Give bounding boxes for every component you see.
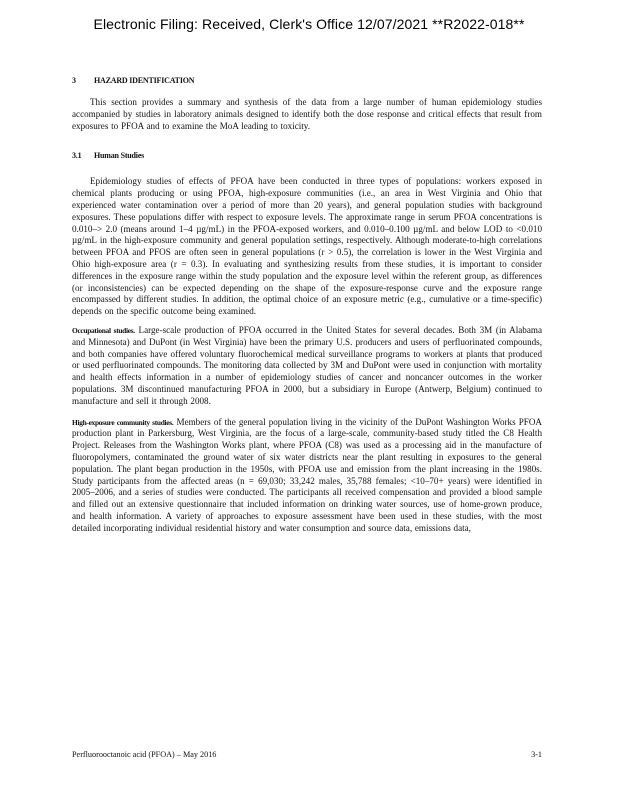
epidemiology-paragraph: Epidemiology studies of effects of PFOA have been conducted in three types of populations: workers exposed in chemical plants producing or using PFOA, high-exposure communities (i.e., an area in West Virginia and Ohio that experienced water contamination over a period of more than 20 years), and general population studies with background exposures. These populations differ with respect to exposure levels. The approximate range in serum PFOA concentrations is 0.010–> 2.0 (means around 1–4 µg/mL) in the PFOA-exposed workers, and 0.010–0.100 µg/mL and below LOD to <0.010 µg/mL in the high-exposure community and general population settings, respectively. Although moderate-to-high correlations between PFOA and PFOS are often seen in general populations (r > 0.5), the correlation is lower in the West Virginia and Ohio high-exposure area (r = 0.3). In evaluating and synthesizing results from these studies, it is important to consider differences in the exposure range within the study population and the exposure level within the referent group, as differences (or inconsistencies) can be expected depending on the shape of the exposure-response curve and the exposure range encompassed by different studies. In addition, the optimal choice of an exposure metric (e.g., cumulative or a time-specific) depends on the specific outcome being examined.	[72, 176, 542, 317]
high-exposure-paragraph	[72, 417, 542, 535]
section-title: HAZARD IDENTIFICATION	[94, 76, 195, 85]
subsection-heading	[72, 151, 542, 160]
document-body	[72, 72, 542, 535]
occupational-paragraph	[72, 325, 542, 408]
high-exposure-text: Members of the general population living in the vicinity of the DuPont Washington Works PFOA production plant in Parkersburg, West Virginia, are the focus of a large-scale, community-based study titled the C8 Health Project. Releases from the Washington Works plant, where PFOA (C8) was used as a processing aid in the manufacture of fluoropolymers, contaminated the ground water of six water districts near the plant resulting in exposures to the general population. The plant began production in the 1950s, with PFOA use and emission from the plant increasing in the 1980s. Study participants from the affected areas (n = 69,030; 33,242 males, 35,788 females; <10–70+ years) were identified in 2005–2006, and a series of studies were conducted. The participants all received compensation and provided a blood sample and filled out an extensive questionnaire that included information on drinking water sources, use of home-grown produce, and health information. A variety of approaches to exposure assessment have been used in these studies, with the most detailed incorporating individual residential history and water consumption and source data, emissions data,	[72, 416, 542, 533]
occupational-lead-heading: Occupational studies.	[72, 325, 135, 335]
section-summary-paragraph: This section provides a summary and synthesis of the data from a large number of human epidemiology studies accompanied by studies in laboratory animals designed to identify both the dose response and critical effects that result from exposures to PFOA and to examine the MoA leading to toxicity.	[72, 97, 542, 131]
subsection-number: 3.1	[72, 151, 82, 161]
occupational-text: Large-scale production of PFOA occurred in the United States for several decades. Both 3M (in Alabama and Minnesota) and DuPont (in West Virginia) have been the primary U.S. producers and users of perfluorinated compounds, and both companies have offered voluntary fluorochemical medical surveillance programs to workers at plants that produced or used perfluorinated compounds. The monitoring data collected by 3M and DuPont were used in conjunction with mortality and health effects information in a number of epidemiology studies of cancer and noncancer outcomes in the worker populations. 3M discontinued manufacturing PFOA in 2000, but a subsidiary in Europe (Antwerp, Belgium) continued to manufacture and sell it through 2008.	[72, 324, 543, 406]
subsection-title: Human Studies	[94, 151, 145, 161]
page-number: 3-1	[531, 750, 542, 759]
section-number: 3	[72, 76, 76, 85]
high-exposure-lead-heading: High-exposure community studies.	[72, 417, 174, 427]
filing-stamp-header: Electronic Filing: Received, Clerk's Office 12/07/2021 **R2022-018**	[93, 16, 525, 32]
footer-document-title: Perfluorooctanoic acid (PFOA) – May 2016	[72, 750, 217, 759]
section-heading	[72, 76, 542, 85]
